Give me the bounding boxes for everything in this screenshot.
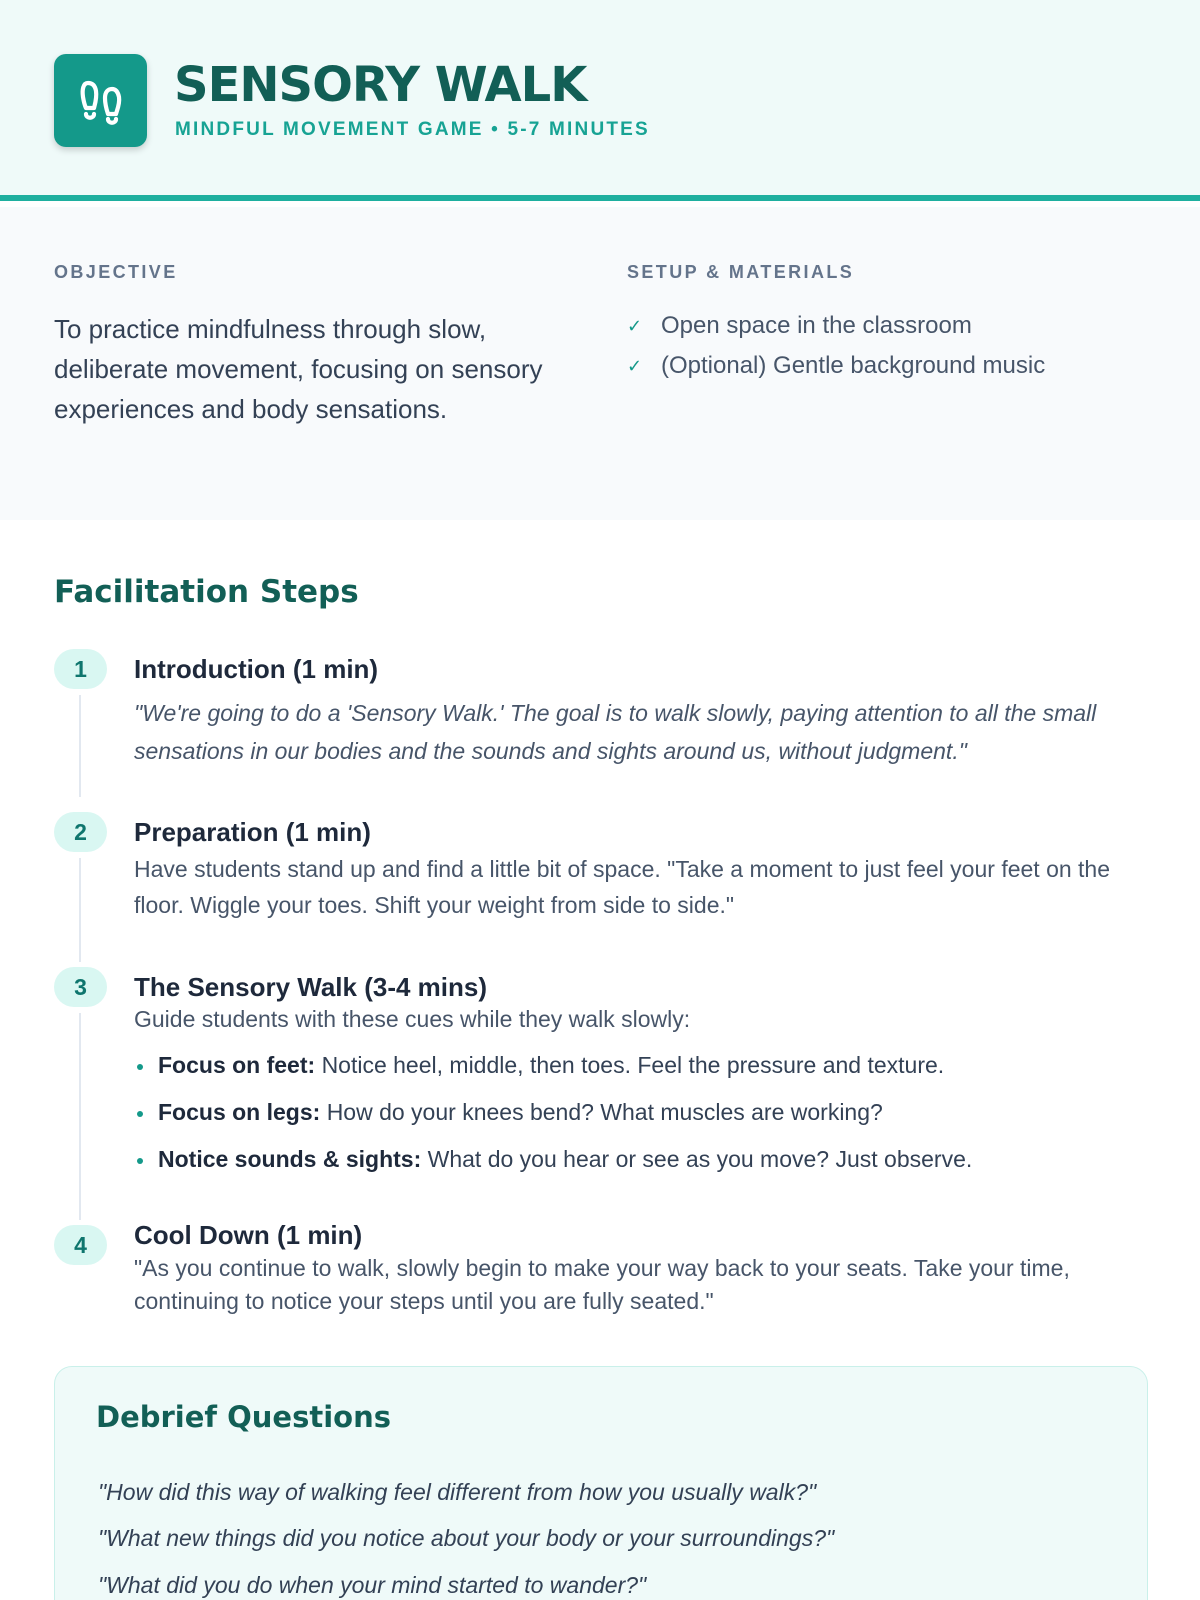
- step-connector: [79, 858, 81, 962]
- materials-list: [627, 306, 1045, 386]
- step-title: Introduction (1 min): [134, 654, 379, 684]
- step-title: The Sensory Walk (3-4 mins): [134, 972, 488, 1002]
- step-body: Have students stand up and find a little bit of space. "Take a moment to just feel your feet on the floor. Wiggle your toes. Shift your weight from side to side.": [134, 856, 1111, 918]
- check-icon: ✓: [627, 355, 643, 376]
- objective-text: To practice mindfulness through slow, deliberate movement, focusing on sensory experiences and body sensations.: [54, 314, 543, 424]
- setup-label: SETUP & MATERIALS: [627, 262, 855, 282]
- step-body: "As you continue to walk, slowly begin to make your way back to your seats. Take your time, continuing to notice your steps until you are fully seated.": [134, 1255, 1070, 1314]
- cue-item: [134, 1144, 972, 1191]
- cue-label: Focus on legs:: [158, 1099, 321, 1125]
- materials-item-label: Open space in the classroom: [661, 312, 972, 339]
- cue-label: Notice sounds & sights:: [158, 1146, 422, 1172]
- step-number-badge: 2: [54, 812, 107, 852]
- page-subtitle: MINDFUL MOVEMENT GAME • 5-7 MINUTES: [175, 119, 650, 140]
- materials-item-label: (Optional) Gentle background music: [661, 352, 1046, 379]
- debrief-question: "How did this way of walking feel different from how you usually walk?": [98, 1479, 817, 1505]
- steps-section-title: Facilitation Steps: [54, 574, 359, 610]
- debrief-question: "What new things did you notice about your body or your surroundings?": [98, 1525, 835, 1551]
- step-number-badge: 3: [54, 967, 107, 1007]
- step-number-badge: 4: [54, 1225, 107, 1265]
- cue-item: [134, 1097, 972, 1144]
- page-title: SENSORY WALK: [174, 57, 587, 113]
- step-title: Cool Down (1 min): [134, 1220, 363, 1250]
- step-body: Guide students with these cues while they walk slowly:: [134, 1006, 691, 1032]
- debrief-question: "What did you do when your mind started to wander?": [98, 1572, 647, 1598]
- cue-text: What do you hear or see as you move? Just observe.: [427, 1146, 973, 1172]
- info-section: [0, 207, 1200, 520]
- step-number-badge: 1: [54, 649, 107, 689]
- step-body: "We're going to do a 'Sensory Walk.' The goal is to walk slowly, paying attention to all the small sensations in our bodies and the sounds and sights around us, without judgment.": [134, 700, 1097, 764]
- step-connector: [79, 1013, 81, 1220]
- cue-list: [134, 1050, 972, 1191]
- cue-text: Notice heel, middle, then toes. Feel the pressure and texture.: [321, 1052, 945, 1078]
- footprints-icon-graphic: [75, 75, 127, 127]
- debrief-title: Debrief Questions: [96, 1400, 391, 1434]
- footprints-icon: [54, 54, 147, 147]
- materials-item: [627, 346, 1045, 386]
- objective-label: OBJECTIVE: [54, 262, 178, 282]
- step-title: Preparation (1 min): [134, 817, 371, 847]
- cue-item: [134, 1050, 972, 1097]
- page-header: [0, 0, 1200, 201]
- materials-item: [627, 306, 1045, 346]
- cue-label: Focus on feet:: [158, 1052, 316, 1078]
- check-icon: ✓: [627, 315, 643, 336]
- step-connector: [79, 695, 81, 797]
- cue-text: How do your knees bend? What muscles are working?: [326, 1099, 883, 1125]
- debrief-card: [54, 1366, 1148, 1600]
